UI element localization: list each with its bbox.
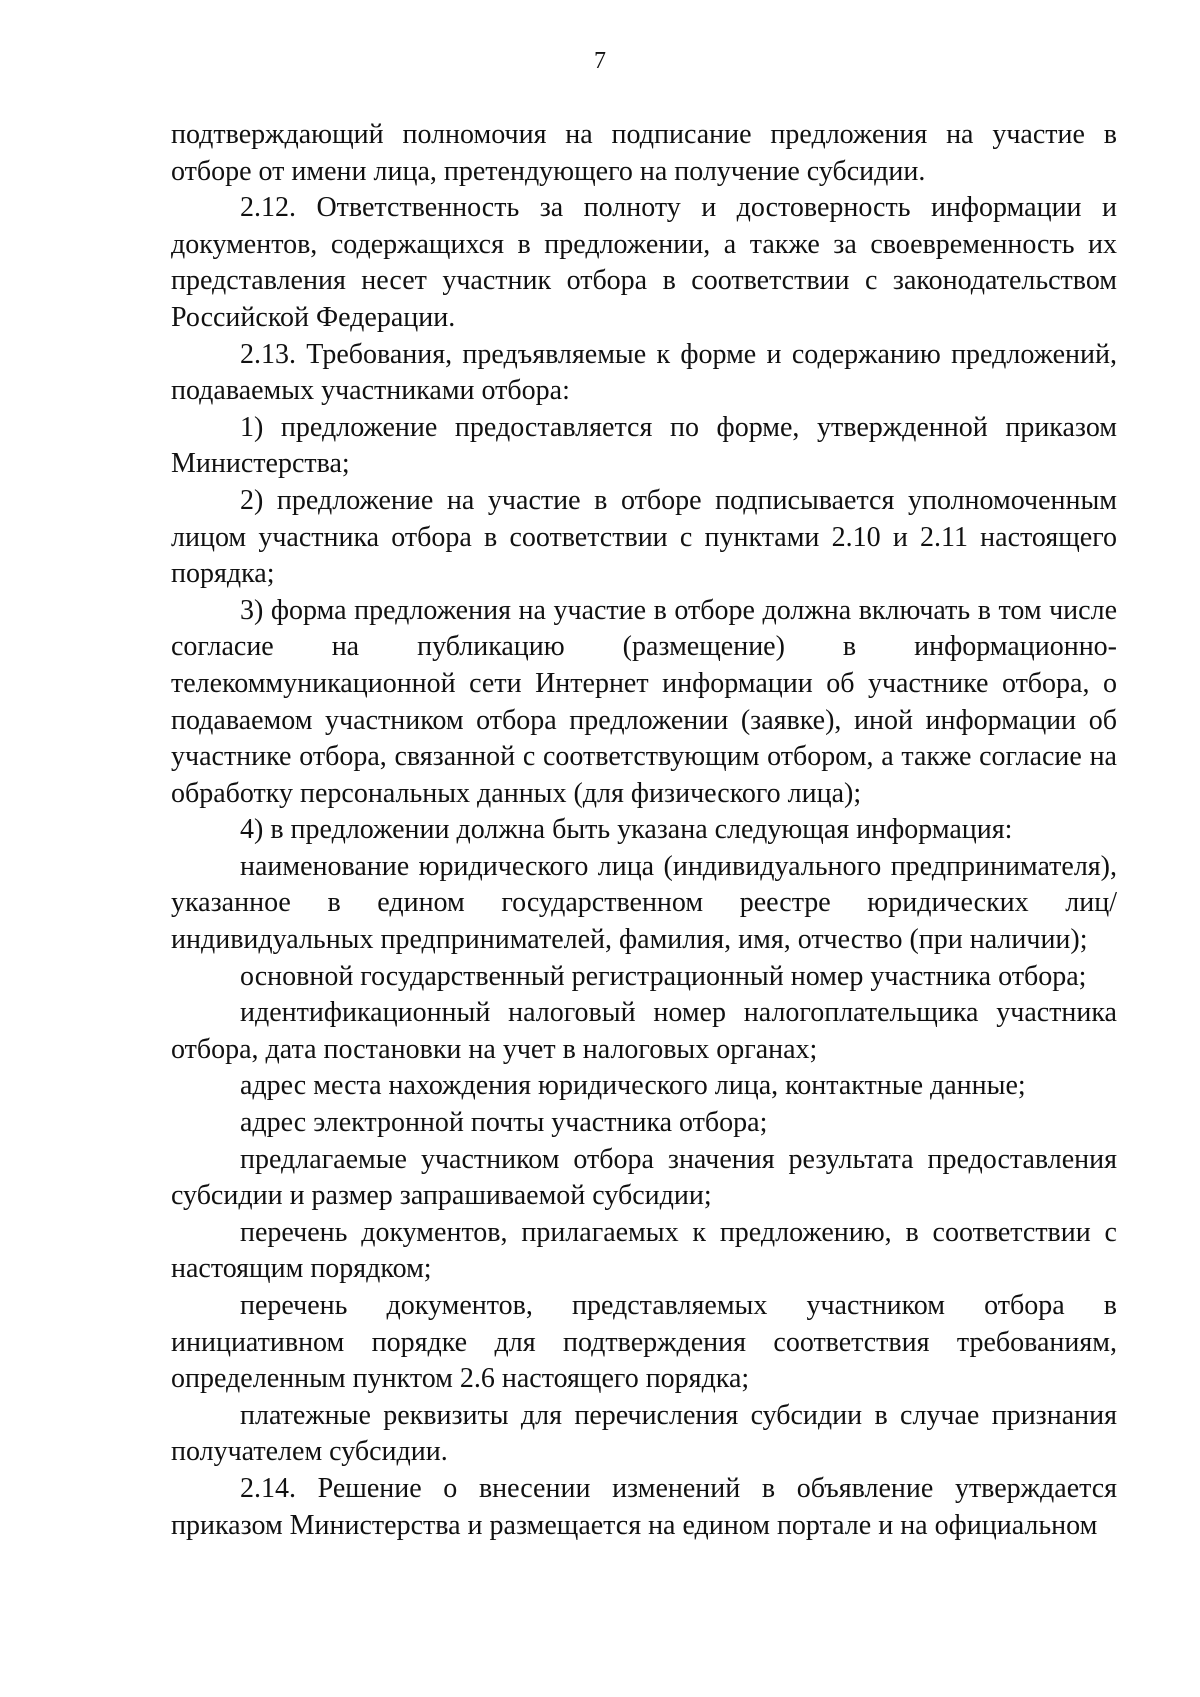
info-item-inn: идентификационный налоговый номер налогоплательщика участника отбора, дата постановки на учет в налоговых органах;	[171, 997, 1117, 1065]
info-item-email: адрес электронной почты участника отбора;	[240, 1107, 768, 1139]
paragraph-2-14: 2.14. Решение о внесении изменений в объявление утверждается приказом Министерства и размещается на едином портале и на официальном	[171, 1472, 1117, 1541]
info-item-initiative-documents: перечень документов, представляемых участником отбора в инициативном порядке для подтверждения соответствия требованиям, определенным пунктом 2.6 настоящего порядка;	[171, 1290, 1117, 1395]
info-item-name: наименование юридического лица (индивидуального предпринимателя), указанное в едином государственном реестре юридических лиц/индивидуальных предпринимателей, фамилия, имя, отчество (при наличии);	[171, 850, 1117, 956]
info-item-payment-details: платежные реквизиты для перечисления субсидии в случае признания получателем субсидии.	[171, 1399, 1117, 1468]
page-number: 7	[594, 48, 606, 74]
paragraph-2-13: 2.13. Требования, предъявляемые к форме и содержанию предложений, подаваемых участниками отбора:	[171, 338, 1117, 407]
document-body	[171, 117, 1117, 1544]
info-item-documents: перечень документов, прилагаемых к предложению, в соответствии с настоящим порядком;	[171, 1216, 1117, 1285]
info-item-ogrn: основной государственный регистрационный номер участника отбора;	[240, 960, 1087, 992]
list-item-4: 4) в предложении должна быть указана следующая информация:	[240, 814, 1013, 846]
list-item-3: 3) форма предложения на участие в отборе должна включать в том числе согласие на публикацию (размещение) в информационно-телекоммуникационной сети Интернет информации об участнике отбора, о подаваемом участником отбора предложении (заявке), иной информации об участнике отбора, связанной с соответствующим отбором, а также согласие на обработку персональных данных (для физического лица);	[171, 594, 1117, 809]
list-item-2: 2) предложение на участие в отборе подписывается уполномоченным лицом участника отбора в соответствии с пунктами 2.10 и 2.11 настоящего порядка;	[171, 484, 1117, 590]
paragraph-2-12: 2.12. Ответственность за полноту и достоверность информации и документов, содержащихся в предложении, а также за своевременность их представления несет участник отбора в соответствии с законодательством Российской Федерации.	[171, 192, 1117, 333]
paragraph-continuation: подтверждающий полномочия на подписание предложения на участие в отборе от имени лица, претендующего на получение субсидии.	[171, 119, 1117, 187]
info-item-result-values: предлагаемые участником отбора значения результата предоставления субсидии и размер запрашиваемой субсидии;	[171, 1143, 1117, 1212]
list-item-1: 1) предложение предоставляется по форме, утвержденной приказом Министерства;	[171, 411, 1117, 480]
info-item-address: адрес места нахождения юридического лица, контактные данные;	[240, 1070, 1026, 1102]
